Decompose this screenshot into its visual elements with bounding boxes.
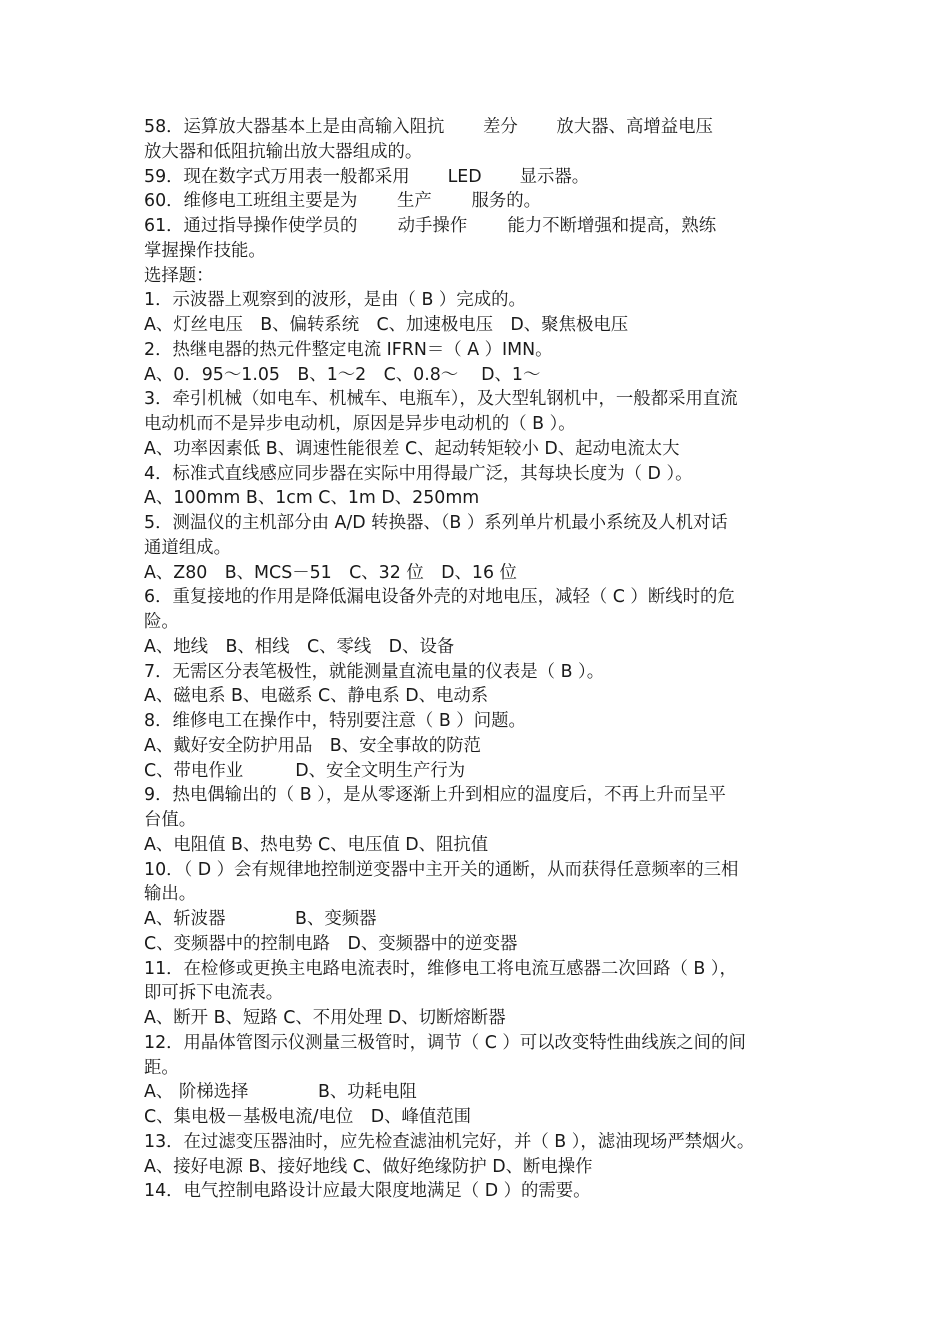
text-line: 14．电气控制电路设计应最大限度地满足（ D ）的需要。 [144, 1181, 591, 1202]
text-line: 即可拆下电流表。 [144, 983, 284, 1004]
q60-blank: 生产 [397, 191, 432, 212]
q58-text: 58．运算放大器基本上是由高输入阻抗 [144, 117, 445, 137]
text-line: A、灯丝电压 B、偏转系统 C、加速极电压 D、聚焦极电压 [144, 315, 629, 335]
text-line: 距。 [144, 1057, 179, 1078]
text-line: 输出。 [144, 884, 197, 905]
q58-line-2: 放大器和低阻抗输出放大器组成的。 [144, 141, 423, 162]
text-line: A、100mm B、1cm C、1m D、250mm [144, 488, 480, 509]
section-title: 选择题： [144, 265, 214, 286]
text-line: 3．牵引机械（如电车、机械车、电瓶车），及大型轧钢机中，一般都采用直流 [144, 389, 738, 410]
text-line: 电动机而不是异步电动机，原因是异步电动机的（ B ）。 [144, 414, 576, 434]
q59-blank: LED [447, 166, 482, 187]
text-line: 2．热继电器的热元件整定电流 IFRN＝（ A ）IMN。 [144, 339, 553, 360]
text-line: 1．示波器上观察到的波形，是由（ B ）完成的。 [144, 290, 526, 311]
q61-blank: 动手操作 [397, 216, 468, 236]
q61-text-post: 能力不断增强和提高，熟练 [507, 216, 717, 236]
text-line: C、带电作业 D、安全文明生产行为 [144, 760, 466, 781]
text-line: A、接好电源 B、接好地线 C、做好绝缘防护 D、断电操作 [144, 1156, 593, 1177]
text-line: 7．无需区分表笔极性，就能测量直流电量的仪表是（ B ）。 [144, 661, 605, 682]
q58-text-mid: 放大器、高增益电压 [556, 117, 713, 137]
text-line: C、变频器中的控制电路 D、变频器中的逆变器 [144, 933, 518, 954]
text-line: A、断开 B、短路 C、不用处理 D、切断熔断器 [144, 1008, 506, 1028]
text-line: C、集电极－基极电流/电位 D、峰值范围 [144, 1107, 472, 1127]
text-line: 5．测温仪的主机部分由 A/D 转换器、（B ）系列单片机最小系统及人机对话 [144, 513, 728, 533]
text-line: 10．（ D ）会有规律地控制逆变器中主开关的通断，从而获得任意频率的三相 [144, 859, 739, 880]
text-line: A、0．95～1.05 B、1～2 C、0.8～ D、1～ [144, 364, 541, 385]
text-line: A、 阶梯选择 B、功耗电阻 [144, 1082, 417, 1103]
text-line: 8．维修电工在操作中，特别要注意（ B ）问题。 [144, 711, 526, 731]
document-body [144, 115, 814, 1204]
text-line: A、地线 B、相线 C、零线 D、设备 [144, 636, 455, 657]
q61-line-2: 掌握操作技能。 [144, 240, 266, 261]
q60-line [144, 189, 814, 214]
q58-blank: 差分 [482, 117, 518, 137]
text-line: 6．重复接地的作用是降低漏电设备外壳的对地电压，减轻（ C ）断线时的危 [144, 587, 735, 608]
q60-text: 60．维修电工班组主要是为 [144, 191, 358, 212]
question-list [144, 288, 814, 1204]
text-line: 9．热电偶输出的（ B ），是从零逐渐上升到相应的温度后，不再上升而呈平 [144, 785, 726, 806]
q61-line-1 [144, 214, 814, 239]
text-line: 通道组成。 [144, 537, 231, 558]
q59-line [144, 165, 814, 190]
text-line: A、戴好安全防护用品 B、安全事故的防范 [144, 735, 481, 756]
q59-text: 59．现在数字式万用表一般都采用 [144, 166, 410, 187]
text-line: A、功率因素低 B、调速性能很差 C、起动转矩较小 D、起动电流太大 [144, 438, 680, 459]
text-line: 4．标准式直线感应同步器在实际中用得最广泛，其每块长度为（ D ）。 [144, 463, 693, 484]
text-line: 台值。 [144, 810, 197, 830]
text-line: 13．在过滤变压器油时，应先检查滤油机完好，并（ B ），滤油现场严禁烟火。 [144, 1131, 755, 1152]
text-line: 险。 [144, 612, 179, 632]
q59-text-post: 显示器。 [519, 166, 590, 187]
text-line: A、磁电系 B、电磁系 C、静电系 D、电动系 [144, 686, 489, 707]
q58-line-1 [144, 115, 814, 140]
q61-text: 61．通过指导操作使学员的 [144, 216, 358, 236]
text-line: A、Z80 B、MCS－51 C、32 位 D、16 位 [144, 562, 517, 583]
text-line: A、斩波器 B、变频器 [144, 909, 377, 929]
text-line: 12．用晶体管图示仪测量三极管时，调节（ C ）可以改变特性曲线族之间的间 [144, 1032, 746, 1053]
text-line: 11．在检修或更换主电路电流表时，维修电工将电流互感器二次回路（ B ）， [144, 958, 737, 979]
q60-text-post: 服务的。 [471, 191, 542, 212]
text-line: A、电阻值 B、热电势 C、电压值 D、阻抗值 [144, 834, 489, 855]
